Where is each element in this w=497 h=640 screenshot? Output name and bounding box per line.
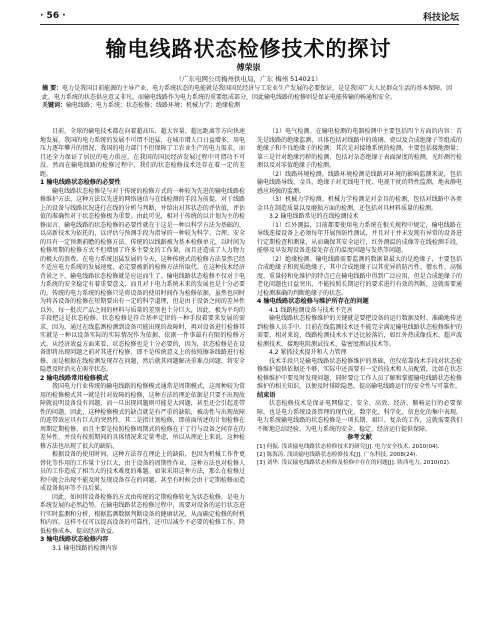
page-header (40, 10, 459, 25)
body-paragraph: 目前，全球的输电技术都在向着超高压、超大容量、超远距离等方向快速地发展，我国的电力系统的发展不可谓不迅猛，在城市增人口日益增多，用电压力逐年攀升的情况，我国的电力部门不但保障了工农业生产的电力需求，而且还全力保证了居民的电力供应，在我国的国民经济发展过程中可谓功不可没。然而在输电线路的检修过程中，我们的状态检修技术还存在着一定的差距。 (40, 128, 245, 178)
body-paragraph: 4.1 线路检测设备与技术不完善 (269, 306, 353, 314)
magazine-section: 科技论坛 (422, 13, 459, 23)
article-author: 傅荣崇 (236, 63, 261, 72)
left-column (40, 128, 245, 553)
right-column (257, 128, 462, 467)
reference-item: [1] 何振. 浅谈输电线路状态检修技术的研究[J]. 电力安全技术, 2010(04). (257, 443, 440, 450)
page-number: · 56 · (40, 11, 66, 21)
section-heading: 1 输电线路状态检修的必要性 (40, 179, 121, 186)
body-paragraph: 输电线路状态检修是与对于传统的检修方式的一种较为先进的输电线路检修维护方法，这种方法以先进的网络通信与在线检测的手段为前提，对于线路上的设备与线路状况进行在线的分析与判断，并给出对其状态的评估值，评估值的准确性对于状态检修极为重要。由此可见，相对于传统的以计划为主的检修而言，输电线路的状态检修的必要性就在于这是一种以科学方法为基础的，以高新技术为依托的，以评估与预测手段为指导的一种较为科学、合理、安全的具有一定预测前瞻的检修方法。传统的以线路被为基本检修单元，以时间为检修周期的检修方式不但增加了许多主要文的工作量，而且还造成了人力物力的极大的浪费。在电力系统迅猛发展的今天，这种传统式的检修方法显然已经不适应电力系统的发展速度，必定要被新的检修方法所取代。在这种技术经济背景之下，输电线路状态检修就是应运而生了。输电线路状态检修不仅对于电力系统的安全稳定有着重要意义，而且对于电力系统未来的发展也是十分必要的。传统的电力系统的检修只是将设备的使用时间作为检修依据，虽然也同时为将各设备的检修在短期要出有一定的科学道理，但是由于设备之间的差异性以外，每一批次产品之间的材料与质量的差别也十分巨大，因此，极为平均的手段把这是状态检修。状态检修是符合基率定律的一种手段着要来发展的需求，因为，通过在线监测检测到设备可能出现的故障时，再对设备进行检修其实就是一种以设备实际的实际情况作为依据，依据一件事最有有限的检修方式。从经济效益方面来看，状态检修也是十分必要的，因为，状态检修是在设备即将出现问题之前对其进行检修，即不是传统意义上的按照擦条线路进行检修，而是根据在线检测发现存在问题，然后就其问题解决重难点问题，将安全隐患及时消灭在萌芽状态。 (40, 187, 245, 373)
author-affiliation: （广东电网公司梅州供电局，广东 梅州 514021） (175, 75, 322, 83)
abstract-text: 电力是我国目前能源的主导产业，电力系统状态的电能就是我国国民经济与工农业生产发展的必要保证，是是我国广大人民群众生活的基本保障。因此，电力系统的状态供应意义非凡。而输电线路作为电力系统的重要组成部分，因此输电线路的检修则是保证电能传输的畅通和安全。 (42, 85, 453, 101)
keywords-text: 输电线路；电力系统；状态检修；线路环境；机械力学；绝缘检测 (66, 102, 241, 109)
body-paragraph: （2）绝缘检测。输电线路需要监测的数据量最大的是绝缘子，主要包括合成绝缘子和瓷质绝缘子，其中合成绝缘子以其优异的防污性、憎水性、高强度、重量轻和免维护的特点已在输电线路中得到广泛应用，但是合成绝缘子的老化问题也日益突出，不能按照长期运行的要求进行有效的判断，这就需要通过检测准确的判断绝缘子的状态。 (257, 255, 462, 297)
body-paragraph: 状态检修技术是保证电网稳定、安全、高效、经济、顺畅运行的必要保障，也是电力系统设备管理的现代化、数字化、科学化、信息化的集中表现。电力系统输电线路的状态检修是一项长期、艰巨、复杂的工作，这就需要我们不断地总结经验，为电力系统的安全、稳定、经济运行提供保障。 (257, 400, 462, 433)
body-paragraph: （3）机械力学检测。机械力学检测是对金具的检测，包括对线路中各类金具在制造质量以及磨损方面的检测，还包括对具材料质量的检测。 (257, 196, 462, 212)
section-heading: 参考文献 (347, 434, 372, 441)
section-heading: 结束语 (257, 391, 276, 399)
section-heading: 3 输电线路状态检修内容 (40, 536, 109, 543)
section-heading: 4 输电线路状态检修与维护所存在的问题 (257, 298, 369, 305)
section-heading: 2 输电线路常用检修模式 (40, 374, 109, 382)
article-title: 输电线路状态检修技术的探讨 (105, 36, 392, 61)
body-paragraph: 根据设备的使用时间，这种方法存在理论上的缺陷，也因为机械工作件更替化等作用的工作量十分巨大，由于设备的周期性作业，这种方法也对检修人员的工作造成了相当大的技术难度的难题。如果采用这种方法，那么在检修过程中就会出现不能及时发现设备存在的问题，甚至有时候会由于定期检修而造成设备损坏等不良后果。 (40, 451, 245, 492)
body-paragraph: 我国电力行业传统的输电线路的检修模式通常是周期模式，这周种较为常用的检修模式其一就是针对故障的检修，这种方法的理论依据是只要不出现故障就说明设备没有问题，而一旦出现问题则可能是大问题，甚至还会引起连带性的问题，因此，这种检修模式的缺点就是有严重的缺陷，被动性与出现故障的连带效应具有巨大的突然性。其二是指计划检修，即前面所述的计划检修在周期定期检修，而且主要是按照检修周期式的检修在于了行与设备之间存在的差异性，并没有按照期间的具体情况来定量考虑，所以从理论上来说，这种检修方法也出现了很大的缺陷。 (40, 383, 245, 450)
reference-item: [3] 刘华. 浅议输电线路状态检修及检修中存在的问题[J]. 陕西电力, 2010(02). (257, 459, 451, 466)
body-paragraph: 因此，如何将设备检修的方式由传统的定期检修转化为状态检修，是电力系统发展的必然趋势。在输电线路状态检修过程中，需要对设备的运行状态进行实时监测和分析，根据监测数据判断设备的健康状况，从而确定检修的时机和内容。这样不仅可以提高设备的可靠性，还可以减少不必要的检修工作，降低检修成本，提高经济效益。 (40, 493, 245, 535)
body-paragraph: （2）线路环境检测。线路环境检测是线路对环境的影响监测来说，包括输电线路导线、金具、绝缘子对无线电干扰、电视干扰的特性监测，地表静电感应场强的监测。 (257, 170, 462, 195)
body-paragraph: 3.1 输电线路的检测内容 (52, 544, 118, 552)
body-paragraph: 输电线路状态检修维护的关键就是要把设备的运行数据及时、准确地传送到检修人员手中。目前在线监测技术还不能完全满足输电线路状态检修维护的需要，相对来说，线路检测技术水平还比较落后，如红外热成像技术、超声波检测技术、接地电阻测试技术、盐密度测试技术等。 (257, 315, 462, 348)
body-paragraph: 4.2 紧抓技术提升和人力管理 (269, 349, 347, 356)
reference-item: [2] 陈海涛. 浅谈输电线路状态检修技术[J]. 广东科技, 2008(24). (257, 451, 418, 458)
body-paragraph: 3.2 输电线路常见的在线检测技术 (269, 213, 359, 220)
body-paragraph: （1）电气检测。在输电检测的电器检测中主要包括四个方面的内容：首先是线路的绝缘监测，具体包括对线路中的玻璃、瓷以及合成绝缘子等组成的绝缘子和不良绝缘子的检测；其次是对接地系统的检测，主要包括接地测量；第三是针对绝缘污秽的检测，包括对杂态绝缘子表面湿度的检测，光纤测污检测以及对零值绝缘子的检测。 (257, 128, 462, 169)
abstract (42, 85, 457, 111)
keywords-label: 关键词： (42, 102, 67, 109)
body-paragraph: （1）红外测温，目前都要使用电力系统在相关规程中规定，输电线路在导线连接设备上必须每年开展预防性测试，并且对于并未发现有异常的设备进行定期检查和测量，从而确保其安全运行，红外测温的成像等在线检测手段，能够及早发现设备连接处存在的温度问题与发热等问题。 (257, 221, 462, 254)
abstract-label: 摘 要： (42, 85, 63, 92)
body-paragraph: 技术手段只是输电线路状态检修维护的基础，但仅依靠技术手段对状态检修维护提供依据还不够，实际中还需要有一定的技术和人员配置，比如在状态检修维护中要及时发现问题，同时要让工作人员了解和掌握输电线路状态检修维护的相关知识，以便及时排除隐患，提高输电线路运行的安全性与可靠性。 (257, 357, 462, 390)
